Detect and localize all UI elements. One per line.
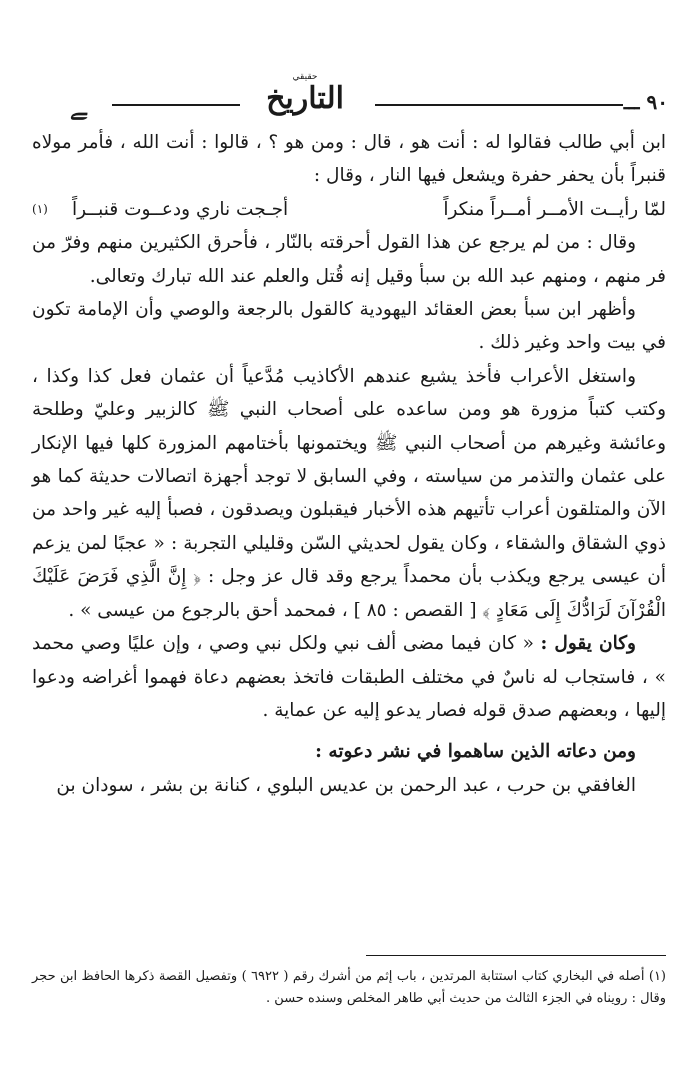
section-title: ومن دعاته الذين ساهموا في نشر دعوته : <box>315 741 636 763</box>
page-number-flourish-icon: ـــ <box>623 93 640 114</box>
paragraph-5-lead: وكان يقول : <box>540 633 636 655</box>
page-number: ٩٠ <box>646 90 668 114</box>
poem-hemistich-right: لمّا رأيــت الأمــر أمــراً منكراً <box>443 198 666 220</box>
footnote <box>32 966 666 1010</box>
footnote-reference: (١) <box>32 201 48 216</box>
header-rule-left <box>112 104 240 106</box>
header-flourish-icon: ﮯ <box>70 92 87 121</box>
footnote-text: (١) أصله في البخاري كتاب استتابة المرتدين ، باب إثم من أشرك رقم ( ٦٩٢٢ ) وتفصيل القصة ذكرها الحافظ ابن حجر وقال : رويناه في الجزء الثالث من حديث أبي طاهر المخلص وسنده حسن . <box>32 969 666 1006</box>
paragraph-4: واستغل الأعراب فأخذ يشيع عندهم الأكاذيب مُدَّعياً أن عثمان فعل كذا وكذا ، وكتب كتباً مزورة هو ومن ساعده على أصحاب النبي ﷺ كالزبير وعليّ وطلحة وعائشة وغيرهم من أصحاب النبي ﷺ ويختمونها بأختامهم المزورة كلها فيها الإنكار على عثمان والتذمر من سياسته ، وفي السابق لا توجد أجهزة اتصالات حديثة كما هو الآن والمتلقون أعراب تأتيهم هذه الأخبار فيقبلون ويصدقون ، فصبأ إليه غير واحد من ذوي الشقاق والشقاء ، وكان يقول لحديثي السّن وقليلي التجربة : « عجبًا لمن يزعم أن عيسى يرجع ويكذب بأن محمداً يرجع وقد قال عز وجل : ﴿ إِنَّ الَّذِي فَرَضَ عَلَيْكَ الْقُرْآنَ لَرَادُّكَ إِلَى مَعَادٍ ﴾ [ القصص : ٨٥ ] ، فمحمد أحق بالرجوع من عيسى » . <box>32 365 666 621</box>
paragraph-5-text: « كان فيما مضى ألف نبي ولكل نبي وصي ، وإن عليًا وصي محمد » ، فاستجاب له ناسٌ في مختلف الطبقات فاتخذ بعضهم دعاة فهموا أغراضه ودعوا إليها ، وبعضهم صدق قوله فصار يدعو إليه عن عماية . <box>32 633 666 721</box>
poem-hemistich-left: أجـجت ناري ودعــوت قنبــراً <box>72 198 289 220</box>
paragraph-2: وقال : من لم يرجع عن هذا القول أحرقته بالنّار ، فأحرق الكثيرين منهم وفرّ من فر منهم ، ومنهم عبد الله بن سبأ وقيل إنه قُتل والعلم عند الله تبارك وتعالى. <box>32 232 666 287</box>
book-title-top: حقيقي <box>292 72 318 82</box>
main-text <box>32 126 666 802</box>
paragraph-3: وأظهر ابن سبأ بعض العقائد اليهودية كالقول بالرجعة والوصي وأن الإمامة تكون في بيت واحد وغير ذلك . <box>32 299 666 354</box>
page-number-block <box>624 90 668 114</box>
footnote-rule <box>366 955 666 956</box>
book-title-logo <box>230 72 380 124</box>
book-title: التاريخ <box>266 81 344 116</box>
paragraph-6: الغافقي بن حرب ، عبد الرحمن بن عديس البلوي ، كنانة بن بشر ، سودان بن <box>56 774 636 796</box>
paragraph-1: ابن أبي طالب فقالوا له : أنت هو ، قال : ومن هو ؟ ، قالوا : أنت الله ، فأمر مولاه قنبراً بأن يحفر حفرة ويشعل فيها النار ، وقال : <box>32 132 666 187</box>
page-header <box>30 72 668 124</box>
paragraph-5 <box>32 627 666 727</box>
poem-verse <box>32 193 666 226</box>
header-rule-right <box>375 104 623 106</box>
